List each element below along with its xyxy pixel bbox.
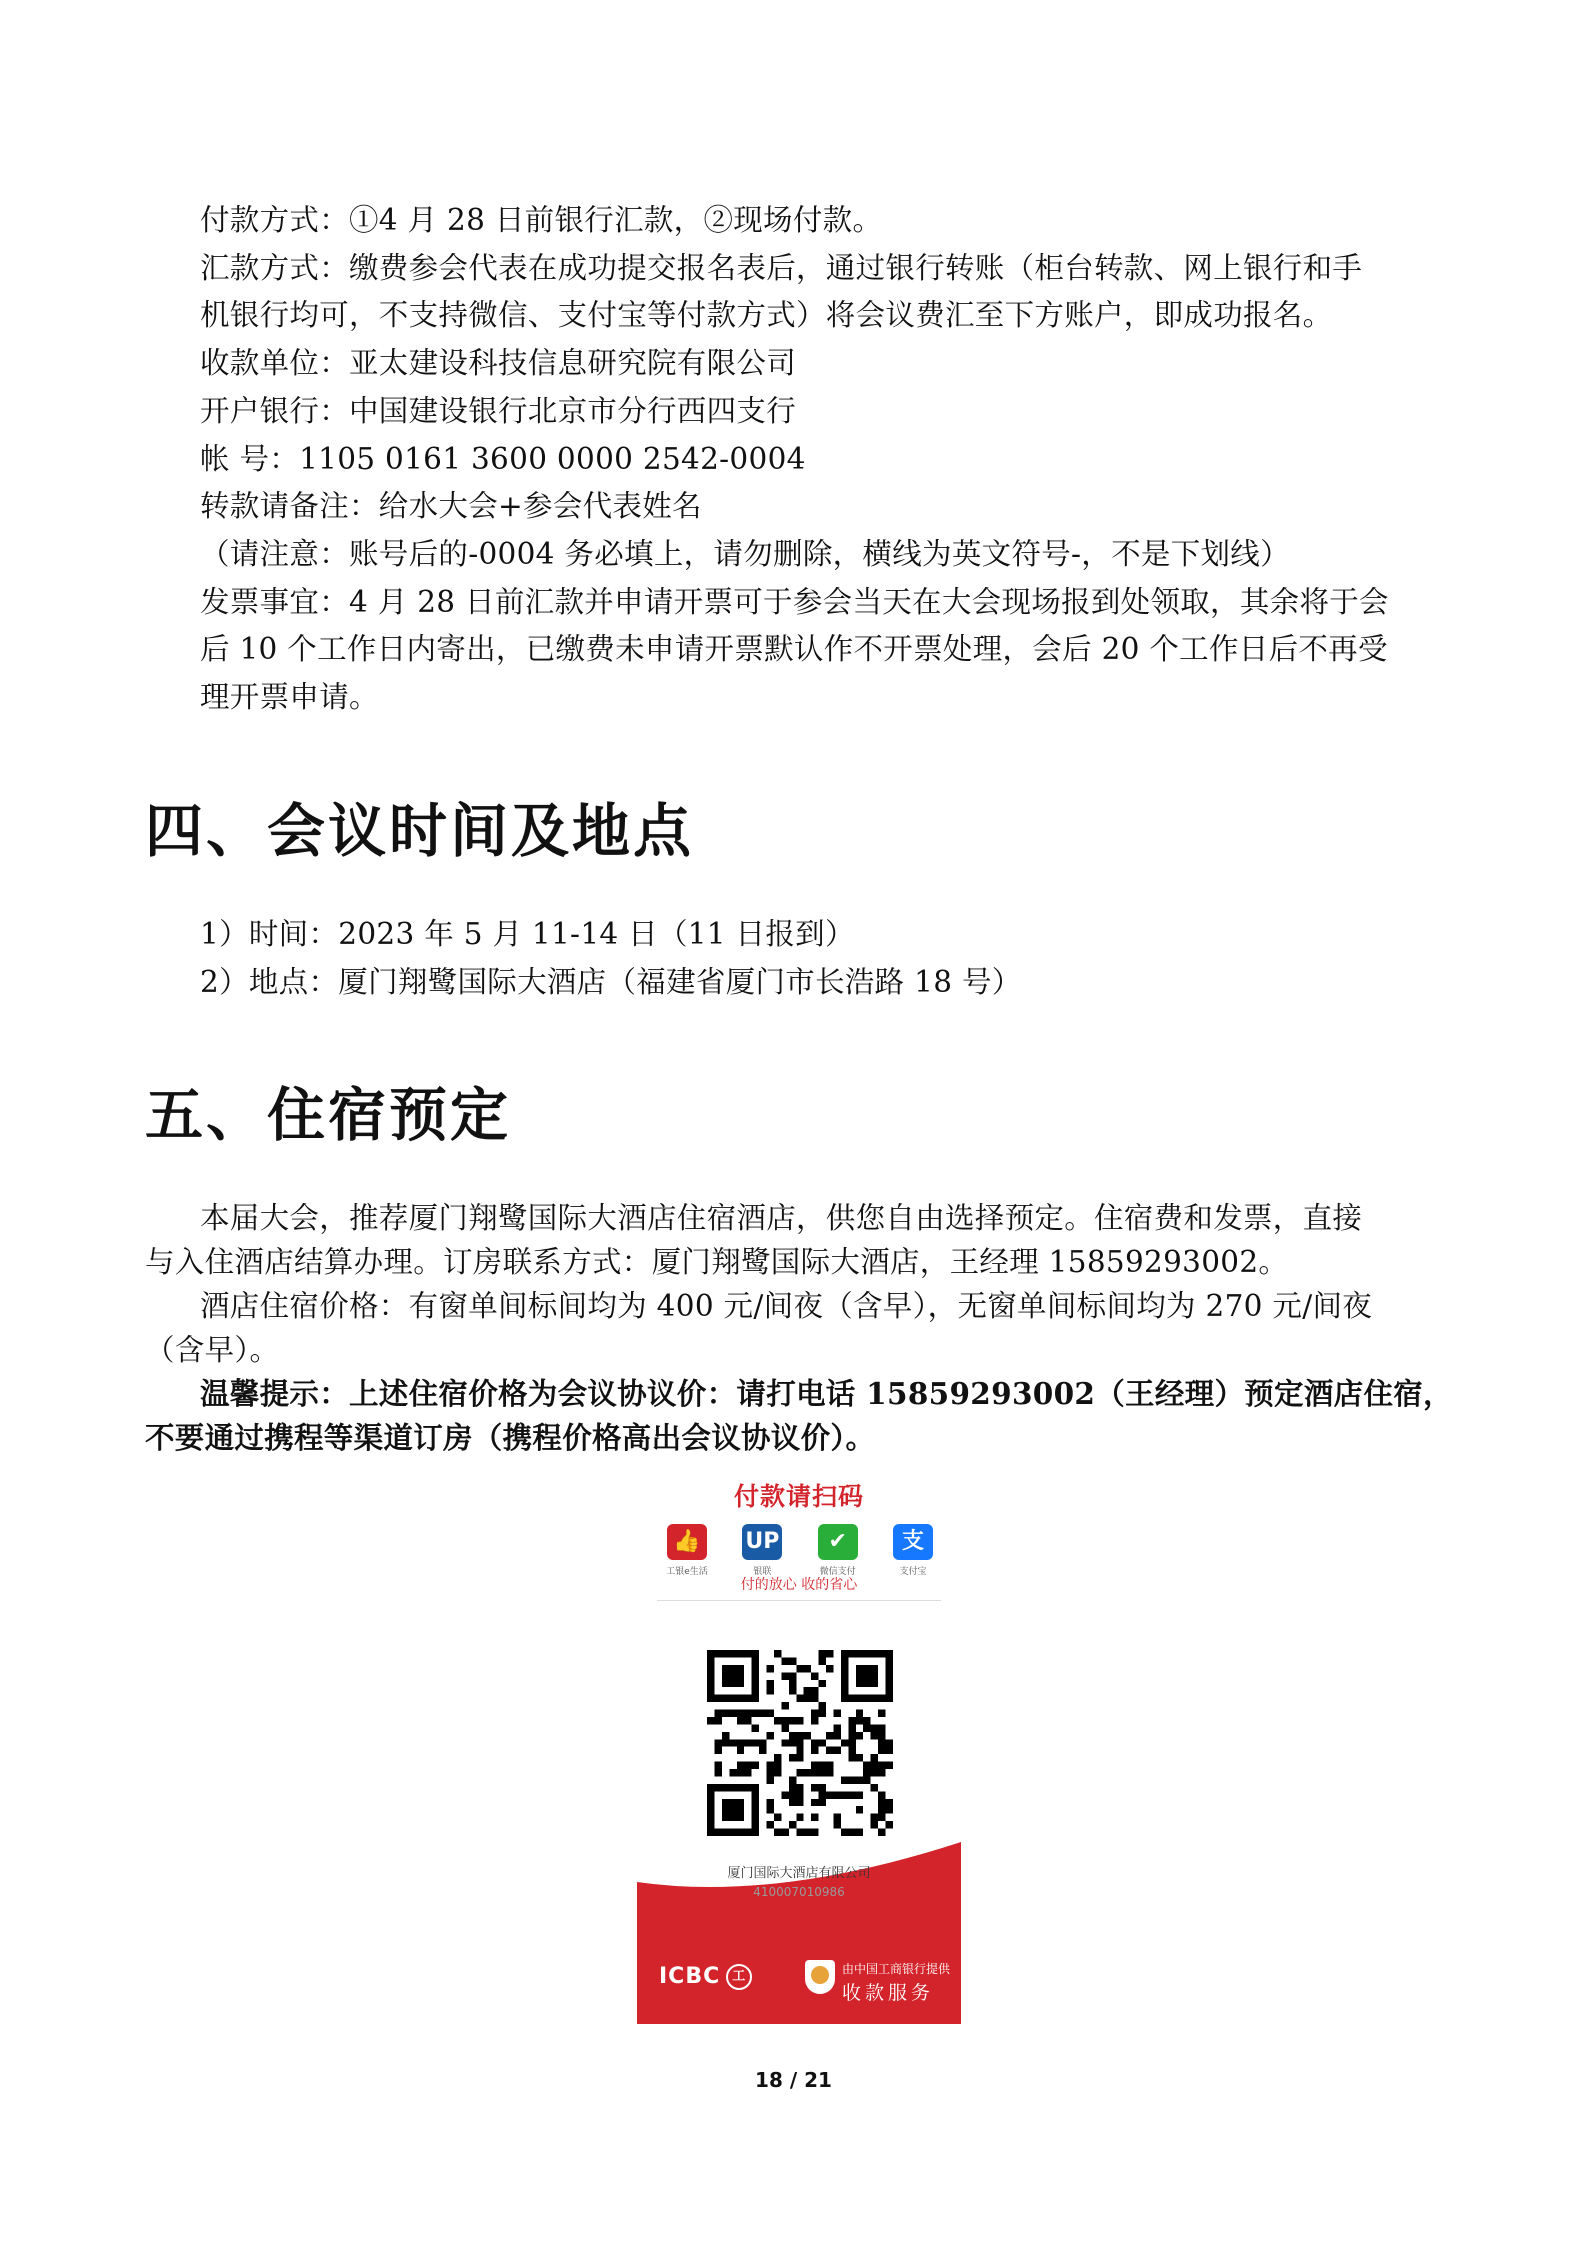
pay-method-item: [730, 1524, 794, 1577]
transfer-note-line: 转款请备注：给水大会+参会代表姓名: [200, 489, 702, 523]
hotel-intro: 本届大会，推荐厦门翔鹭国际大酒店住宿酒店，供您自由选择预定。住宿费和发票，直接: [200, 1201, 1363, 1235]
icbc-logo: [659, 1964, 752, 1990]
remit-method-line: 汇款方式：缴费参会代表在成功提交报名表后，通过银行转账（柜台转款、网上银行和手: [200, 251, 1363, 285]
warm-tip-cont: 不要通过携程等渠道订房（携程价格高出会议协议价）。: [145, 1420, 876, 1455]
unionpay-icon: UP: [742, 1524, 782, 1560]
merchant-name: 厦门国际大酒店有限公司: [727, 1866, 871, 1881]
invoice-line-end: 理开票申请。: [200, 680, 379, 714]
pay-method-item: [806, 1524, 870, 1577]
qr-code[interactable]: [707, 1650, 893, 1836]
hotel-price-cont: （含早）。: [145, 1333, 280, 1367]
pay-method-label: 微信支付: [819, 1567, 856, 1577]
shield-icon: [805, 1960, 835, 1994]
invoice-line-cont: 后 10 个工作日内寄出，已缴费未申请开票默认作不开票处理，会后 20 个工作日后不再受: [200, 632, 1388, 666]
pay-method-list: [655, 1524, 945, 1577]
payment-method-line: 付款方式：①4 月 28 日前银行汇款，②现场付款。: [200, 203, 883, 237]
remit-method-line-cont: 机银行均可，不支持微信、支付宝等付款方式）将会议费汇至下方账户，即成功报名。: [200, 298, 1333, 332]
page-number: 18 / 21: [755, 2068, 832, 2092]
payee-line: 收款单位：亚太建设科技信息研究院有限公司: [200, 346, 797, 380]
merchant-id: 410007010986: [753, 1885, 845, 1899]
pay-card-title: 付款请扫码: [733, 1482, 864, 1511]
hotel-intro-cont: 与入住酒店结算办理。订房联系方式：厦门翔鹭国际大酒店，王经理 15859293002。: [145, 1245, 1289, 1279]
service-label: 收款服务: [842, 1982, 935, 2004]
pay-method-item: [881, 1524, 945, 1577]
section4-heading: 四、会议时间及地点: [145, 797, 695, 865]
pay-method-label: 银联: [753, 1567, 772, 1577]
bank-line: 开户银行：中国建设银行北京市分行西四支行: [200, 394, 797, 428]
account-line: 帐 号：1105 0161 3600 0000 2542-0004: [200, 442, 806, 476]
pay-slogan: 付的放心 收的省心: [657, 1574, 941, 1601]
icbc-elife-icon: 👍: [667, 1524, 707, 1560]
warm-tip: 温馨提示：上述住宿价格为会议协议价：请打电话 15859293002（王经理）预定酒店住宿，: [200, 1376, 1453, 1411]
section5-heading: 五、住宿预定: [145, 1081, 512, 1149]
icbc-emblem-icon: 工: [726, 1964, 752, 1990]
meeting-place: 2）地点：厦门翔鹭国际大酒店（福建省厦门市长浩路 18 号）: [200, 965, 1022, 999]
meeting-time: 1）时间：2023 年 5 月 11-14 日（11 日报到）: [200, 917, 855, 951]
payment-qr-card: [637, 1462, 961, 2024]
alipay-icon: 支: [893, 1524, 933, 1560]
wechat-pay-icon: ✔: [818, 1524, 858, 1560]
service-provider: 由中国工商银行提供: [842, 1962, 951, 1976]
invoice-line: 发票事宜：4 月 28 日前汇款并申请开票可于参会当天在大会现场报到处领取，其余将于会: [200, 585, 1389, 619]
notice-line: （请注意：账号后的-0004 务必填上，请勿删除，横线为英文符号-，不是下划线）: [200, 537, 1290, 571]
pay-method-item: [655, 1524, 719, 1577]
icbc-brand: ICBC: [659, 1964, 721, 1989]
hotel-price: 酒店住宿价格：有窗单间标间均为 400 元/间夜（含早），无窗单间标间均为 270 元/间夜: [200, 1289, 1373, 1323]
pay-method-label: 支付宝: [899, 1567, 927, 1577]
pay-method-label: 工银e生活: [666, 1567, 708, 1577]
